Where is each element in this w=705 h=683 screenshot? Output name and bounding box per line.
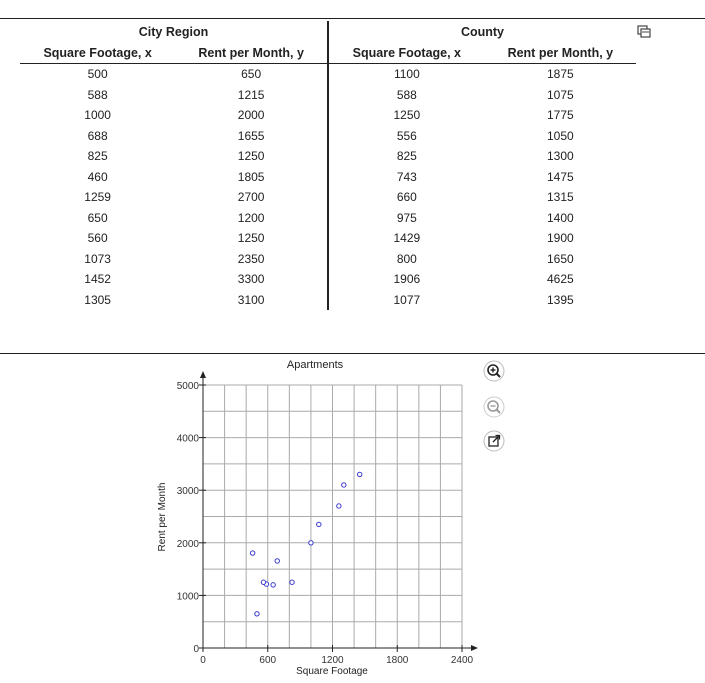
- y-tick-label: 5000: [176, 381, 199, 392]
- table-cell: 1250: [175, 228, 328, 249]
- table-cell: 460: [87, 169, 108, 184]
- table-cell: 1250: [175, 146, 328, 167]
- data-point: [309, 541, 313, 545]
- table-cell: 1875: [547, 67, 574, 82]
- data-point: [290, 580, 294, 584]
- table-cell: 500: [87, 67, 108, 82]
- table-cell: 1073: [84, 251, 111, 266]
- y-axis-label: Rent per Month: [157, 482, 168, 552]
- table-cell: 2700: [175, 187, 328, 208]
- table-cell: 660: [396, 190, 417, 205]
- data-point: [271, 583, 275, 587]
- table-cell: 650: [175, 64, 328, 85]
- chart-title: Apartments: [286, 359, 344, 371]
- column-header: Rent per Month, y: [175, 42, 328, 64]
- group-header-city: City Region: [20, 21, 328, 42]
- table-cell: 825: [87, 149, 108, 164]
- table-cell: 1305: [84, 292, 111, 307]
- data-point: [255, 612, 259, 616]
- data-point: [275, 559, 279, 563]
- zoom-in-icon[interactable]: [483, 360, 505, 382]
- table-cell: 1259: [84, 190, 111, 205]
- table-cell: 3300: [175, 269, 328, 290]
- table-cell: 2350: [175, 249, 328, 270]
- y-tick-label: 1000: [176, 591, 199, 603]
- table-cell: 1250: [393, 108, 421, 123]
- table-cell: 1906: [393, 272, 421, 287]
- table-cell: 1050: [547, 128, 574, 143]
- table-cell: 1075: [547, 87, 574, 102]
- table-cell: 650: [87, 210, 108, 225]
- table-cell: 1475: [547, 169, 574, 184]
- table-cell: 1300: [547, 149, 574, 164]
- table-cell: 1000: [84, 108, 111, 123]
- x-tick-label: 1200: [321, 655, 344, 666]
- table-cell: 1805: [175, 167, 328, 188]
- table-cell: 743: [396, 169, 417, 184]
- table-cell: 975: [396, 210, 417, 225]
- table-cell: 1452: [84, 272, 111, 287]
- table-cell: 1429: [393, 231, 421, 246]
- table-cell: 1215: [175, 85, 328, 106]
- data-point: [337, 504, 341, 508]
- y-tick-label: 3000: [176, 486, 199, 498]
- table-cell: 825: [396, 149, 417, 164]
- data-point: [357, 472, 361, 476]
- table-cell: 1900: [547, 231, 574, 246]
- popout-icon[interactable]: [483, 430, 505, 452]
- x-tick-label: 0: [200, 655, 206, 666]
- table-cell: 800: [396, 251, 417, 266]
- table-cell: 688: [87, 128, 108, 143]
- x-axis-label: Square Footage: [296, 666, 368, 677]
- x-tick-label: 1800: [386, 655, 409, 666]
- table-cell: 556: [396, 128, 417, 143]
- table-cell: 1775: [547, 108, 574, 123]
- table-cell: 2000: [175, 105, 328, 126]
- table-cell: 1655: [175, 126, 328, 147]
- y-tick-label: 0: [193, 644, 199, 655]
- table-cell: 1395: [547, 292, 574, 307]
- column-header: Rent per Month, y: [485, 42, 636, 64]
- group-header-county: County: [460, 24, 505, 39]
- y-axis-arrow: [200, 371, 206, 378]
- data-point: [317, 522, 321, 526]
- table-cell: 560: [87, 231, 108, 246]
- data-point: [261, 580, 265, 584]
- x-axis-arrow: [471, 645, 478, 651]
- table-cell: 1100: [393, 67, 420, 82]
- table-cell: 1400: [547, 210, 574, 225]
- table-cell: 1077: [393, 292, 421, 307]
- table-cell: 1650: [547, 251, 574, 266]
- x-tick-label: 600: [259, 655, 277, 666]
- x-tick-label: 2400: [450, 655, 474, 666]
- table-cell: 4625: [547, 272, 574, 287]
- table-cell: 588: [87, 87, 108, 102]
- zoom-out-icon[interactable]: [483, 396, 505, 418]
- table-cell: 1315: [547, 190, 574, 205]
- column-header: Square Footage, x: [20, 42, 175, 64]
- table-cell: 1200: [175, 208, 328, 229]
- table-cell: 588: [396, 87, 417, 102]
- table-cell: 3100: [175, 290, 328, 311]
- column-header: Square Footage, x: [328, 42, 485, 64]
- y-tick-label: 4000: [176, 433, 199, 445]
- data-point: [250, 551, 254, 555]
- data-point: [342, 483, 346, 487]
- y-tick-label: 2000: [176, 538, 199, 550]
